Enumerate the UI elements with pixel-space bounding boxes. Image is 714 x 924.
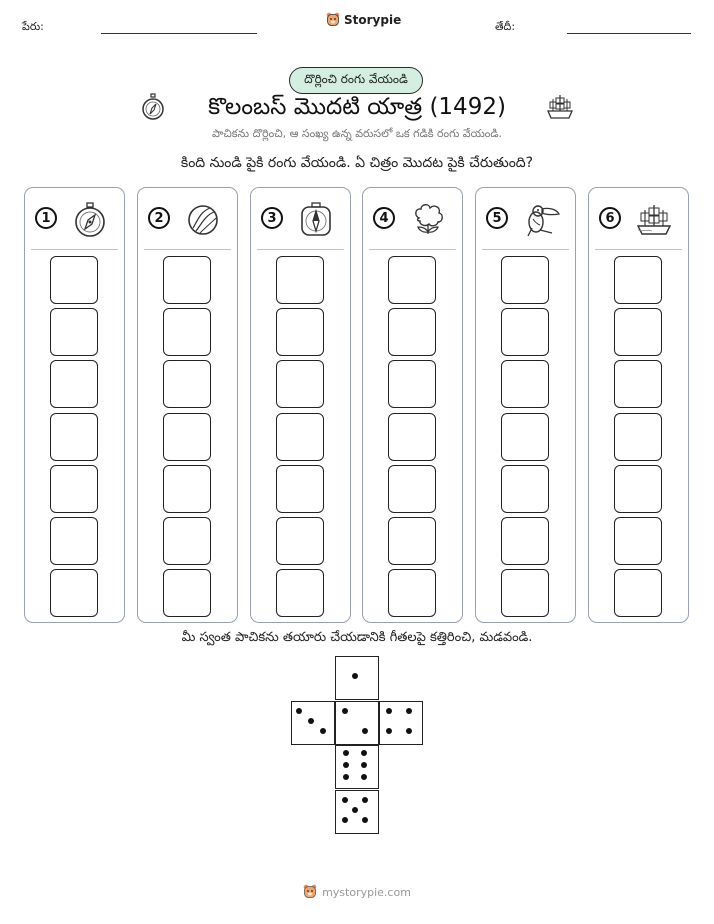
square-compass-icon (297, 202, 335, 238)
die-face-5 (335, 790, 379, 834)
die-pip (320, 728, 326, 734)
die-pip (342, 708, 348, 714)
brand-logo (326, 12, 401, 28)
column-3 (250, 187, 351, 623)
die-face-6 (335, 745, 379, 789)
color-cell[interactable] (50, 256, 98, 304)
cotton-flower-icon (409, 202, 447, 238)
color-cell[interactable] (501, 413, 549, 461)
die-pip (343, 750, 349, 756)
color-cell[interactable] (163, 308, 211, 356)
column-1 (24, 187, 125, 623)
column-4 (362, 187, 463, 623)
footer-url: mystorypie.com (322, 885, 411, 899)
column-header (486, 202, 566, 242)
color-cell[interactable] (614, 569, 662, 617)
color-cell[interactable] (163, 256, 211, 304)
color-cell[interactable] (614, 517, 662, 565)
die-pip (342, 817, 348, 823)
subtitle: పాచికను దొర్లించి, ఆ సంఖ్య ఉన్న వరుసలో ఒక గడికి రంగు వేయండి. (212, 127, 502, 140)
color-cell[interactable] (163, 517, 211, 565)
color-cell[interactable] (501, 256, 549, 304)
die-pip (386, 728, 392, 734)
color-cell[interactable] (388, 465, 436, 513)
color-cell[interactable] (388, 308, 436, 356)
column-header (599, 202, 679, 242)
column-number: 6 (599, 207, 621, 229)
color-cell[interactable] (163, 360, 211, 408)
column-divider (482, 249, 569, 250)
column-number: 2 (148, 207, 170, 229)
color-cell[interactable] (276, 569, 324, 617)
name-label: పేరు: (22, 20, 44, 33)
color-cell[interactable] (276, 413, 324, 461)
column-2 (137, 187, 238, 623)
footer (0, 884, 714, 900)
name-line (101, 33, 257, 34)
color-cell[interactable] (388, 413, 436, 461)
die-pip (386, 708, 392, 714)
bear-mascot-icon (303, 884, 317, 900)
color-cell[interactable] (614, 256, 662, 304)
marble-ball-icon (184, 202, 222, 238)
die-pip (361, 750, 367, 756)
die-pip (343, 762, 349, 768)
column-divider (595, 249, 682, 250)
die-pip (361, 762, 367, 768)
column-6 (588, 187, 689, 623)
color-cell[interactable] (50, 517, 98, 565)
die-face-2 (335, 701, 379, 745)
color-cell[interactable] (501, 308, 549, 356)
color-cell[interactable] (50, 413, 98, 461)
column-header (35, 202, 115, 242)
activity-badge: దొర్లించి రంగు వేయండి (289, 67, 423, 94)
cut-instruction: మీ స్వంత పాచికను తయారు చేయడానికి గీతలపై కత్తిరించి, మడవండి. (181, 630, 533, 645)
color-cell[interactable] (50, 308, 98, 356)
die-face-1 (335, 656, 379, 700)
die-pip (406, 728, 412, 734)
color-cell[interactable] (50, 465, 98, 513)
column-number: 4 (373, 207, 395, 229)
color-cell[interactable] (501, 465, 549, 513)
die-face-3 (291, 701, 335, 745)
column-divider (369, 249, 456, 250)
color-cell[interactable] (501, 360, 549, 408)
color-cell[interactable] (163, 413, 211, 461)
column-number: 5 (486, 207, 508, 229)
column-header (373, 202, 453, 242)
column-header (261, 202, 341, 242)
instruction-text: కింది నుండి పైకి రంగు వేయండి. ఏ చిత్రం మొదట పైకి చేరుతుంది? (180, 155, 534, 171)
color-cell[interactable] (50, 360, 98, 408)
column-divider (31, 249, 118, 250)
color-cell[interactable] (388, 569, 436, 617)
color-cell[interactable] (276, 465, 324, 513)
color-cell[interactable] (614, 465, 662, 513)
ship-icon (635, 202, 673, 238)
toucan-icon (522, 202, 560, 238)
column-divider (257, 249, 344, 250)
color-cell[interactable] (163, 465, 211, 513)
color-cell[interactable] (276, 517, 324, 565)
color-cell[interactable] (163, 569, 211, 617)
ship-icon (545, 93, 575, 121)
die-pip (342, 797, 348, 803)
color-cell[interactable] (276, 308, 324, 356)
color-cell[interactable] (276, 256, 324, 304)
die-pip (352, 673, 358, 679)
column-header (148, 202, 228, 242)
color-cell[interactable] (50, 569, 98, 617)
color-cell[interactable] (614, 360, 662, 408)
page-title: కొలంబస్ మొదటి యాత్ర (1492) (208, 94, 506, 120)
die-pip (343, 774, 349, 780)
color-cell[interactable] (388, 256, 436, 304)
die-face-4 (379, 701, 423, 745)
die-pip (361, 774, 367, 780)
color-cell[interactable] (388, 360, 436, 408)
color-cell[interactable] (614, 413, 662, 461)
die-pip (362, 817, 368, 823)
brand-name: Storypie (344, 13, 402, 27)
die-pip (406, 708, 412, 714)
bear-mascot-icon (326, 12, 340, 28)
color-cell[interactable] (501, 569, 549, 617)
color-cell[interactable] (614, 308, 662, 356)
column-number: 1 (35, 207, 57, 229)
column-number: 3 (261, 207, 283, 229)
die-pip (308, 718, 314, 724)
color-cell[interactable] (276, 360, 324, 408)
die-pip (362, 728, 368, 734)
date-line (567, 33, 691, 34)
color-cell[interactable] (501, 517, 549, 565)
column-divider (144, 249, 231, 250)
date-label: తేదీ: (495, 20, 516, 33)
compass-icon (71, 202, 109, 238)
die-pip (352, 807, 358, 813)
color-cell[interactable] (388, 517, 436, 565)
column-5 (475, 187, 576, 623)
die-pip (296, 708, 302, 714)
die-pip (362, 797, 368, 803)
